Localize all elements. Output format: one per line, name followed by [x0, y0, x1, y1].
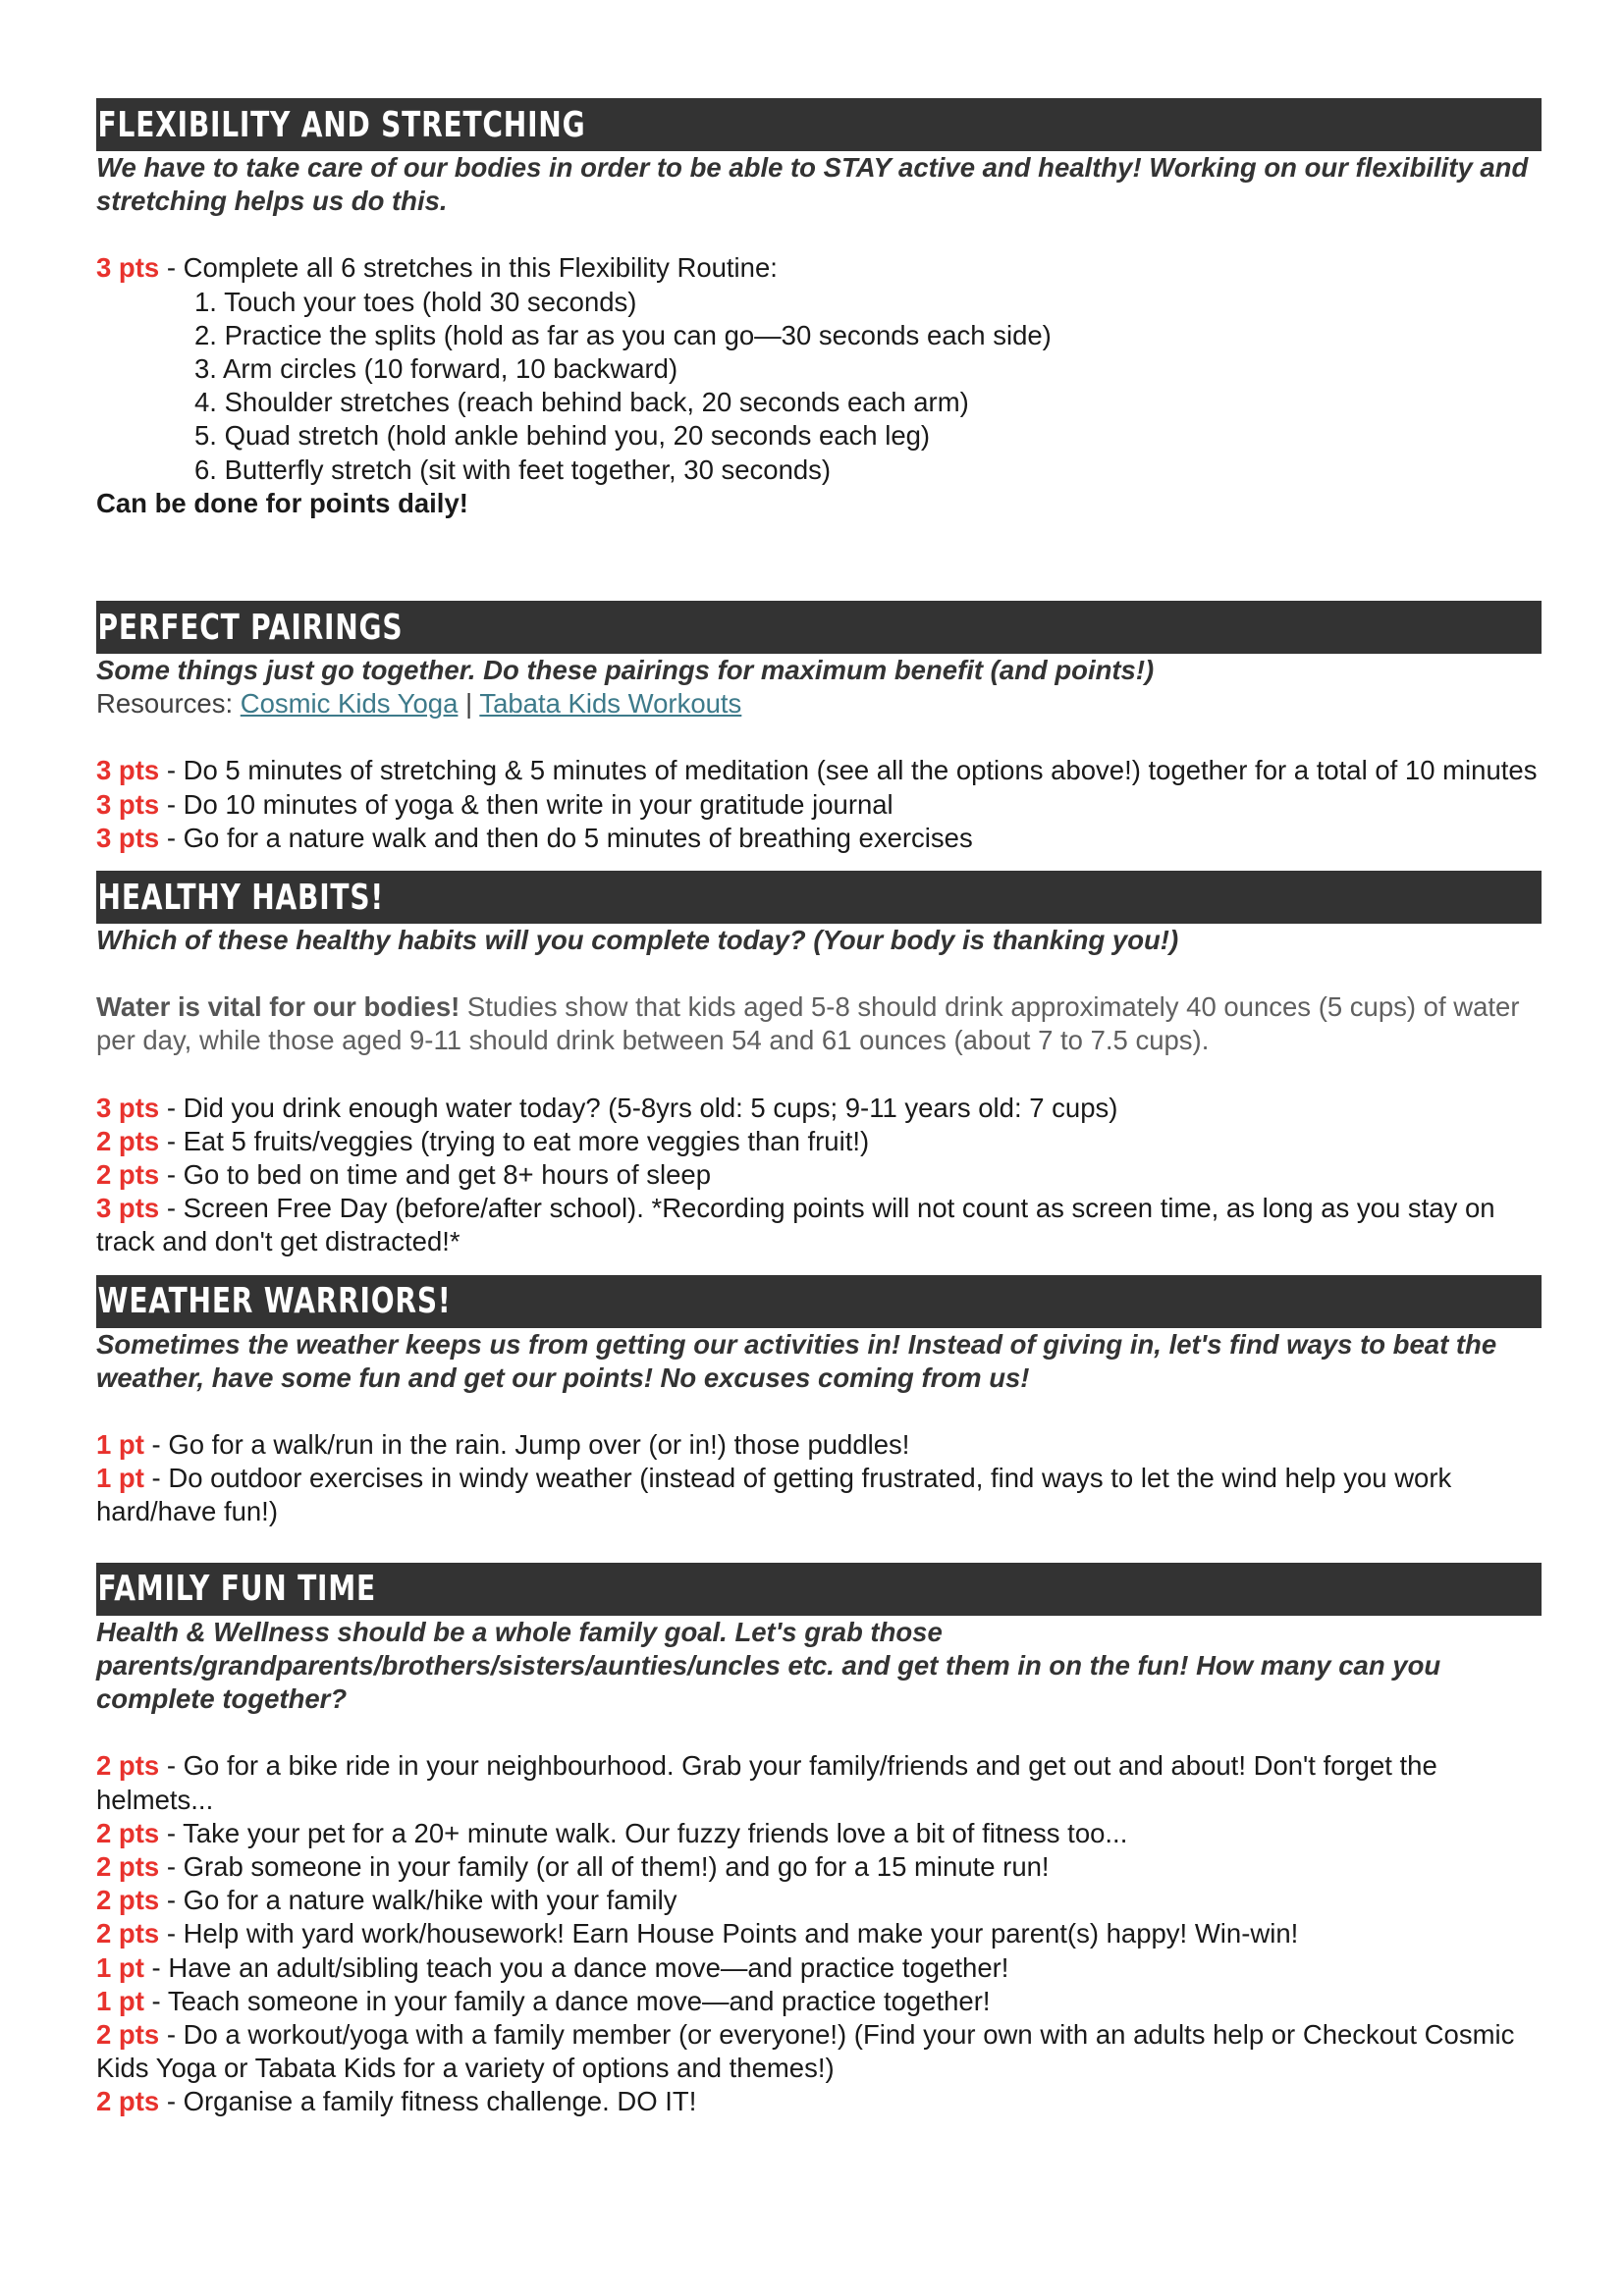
- points-label: 3 pts: [96, 1193, 160, 1224]
- item-text: - Do outdoor exercises in windy weather (instead of getting frustrated, find ways to let the wind help you work hard/have fun!): [96, 1463, 1452, 1527]
- list-item: [96, 1749, 1542, 1816]
- list-item: [96, 2085, 1542, 2118]
- stretch-item: 2. Practice the splits (hold as far as you can go—30 seconds each side): [194, 319, 1052, 350]
- points-label: 3 pts: [96, 1092, 160, 1123]
- water-text: Studies show that kids aged 5-8 should drink approximately 40 ounces (5 cups) of water per day, while those aged 9-11 should drink between 54 and 61 ounces (about 7 to 7.5 cups).: [96, 991, 1520, 1056]
- section-banner: [96, 1563, 1542, 1616]
- points-label: 3 pts: [96, 252, 160, 284]
- list-item: [96, 1850, 1542, 1884]
- list-item: [96, 1125, 1542, 1158]
- points-label: 2 pts: [96, 1850, 160, 1882]
- list-item: [96, 1428, 1542, 1462]
- points-label: 1 pt: [96, 1429, 144, 1461]
- section-intro: Which of these healthy habits will you complete today? (Your body is thanking you!): [96, 925, 1179, 956]
- item-text: - Go for a nature walk and then do 5 minutes of breathing exercises: [159, 822, 973, 853]
- points-label: 3 pts: [96, 822, 160, 853]
- points-label: 2 pts: [96, 1918, 160, 1949]
- item-text: - Go for a nature walk/hike with your family: [159, 1885, 677, 1916]
- points-label: 2 pts: [96, 1159, 160, 1191]
- section-intro: We have to take care of our bodies in order to be able to STAY active and healthy! Working on our flexibility and stretching helps us do this.: [96, 152, 1529, 217]
- section-banner: [96, 871, 1542, 924]
- water-heading: Water is vital for our bodies!: [96, 991, 460, 1023]
- section-intro: Some things just go together. Do these pairings for maximum benefit (and points!): [96, 655, 1155, 686]
- task-line: [96, 251, 1542, 285]
- item-text: - Organise a family fitness challenge. DO IT!: [159, 2086, 697, 2117]
- section-title: PERFECT PAIRINGS: [97, 607, 404, 648]
- points-label: 3 pts: [96, 788, 160, 820]
- item-text: - Go for a bike ride in your neighbourhood. Grab your family/friends and get out and about! Don't forget the helmets...: [96, 1750, 1437, 1815]
- item-text: - Do 10 minutes of yoga & then write in your gratitude journal: [159, 788, 893, 820]
- list-item: [96, 1092, 1542, 1125]
- section-intro: Health & Wellness should be a whole family goal. Let's grab those parents/grandparents/brothers/sisters/aunties/uncles etc. and get them in on the fun! How many can you complete together?: [96, 1616, 1441, 1715]
- pairings-section: [96, 601, 1542, 855]
- list-item: [96, 1985, 1542, 2018]
- points-label: 1 pt: [96, 1951, 144, 1983]
- list-item: [96, 1884, 1542, 1917]
- list-item: [96, 2018, 1542, 2085]
- points-label: 2 pts: [96, 2086, 160, 2117]
- item-text: - Take your pet for a 20+ minute walk. Our fuzzy friends love a bit of fitness too...: [159, 1817, 1128, 1848]
- stretch-item: 6. Butterfly stretch (sit with feet together, 30 seconds): [194, 454, 832, 485]
- item-text: - Do a workout/yoga with a family member (or everyone!) (Find your own with an adults help or Checkout Cosmic Kids Yoga or Tabata Kids for a variety of options and themes!): [96, 2018, 1515, 2084]
- item-text: - Screen Free Day (before/after school). *Recording points will not count as screen time, as long as you stay on track and don't get distracted!*: [96, 1193, 1495, 1257]
- habits-section: [96, 871, 1542, 1259]
- section-title: HEALTHY HABITS!: [97, 877, 384, 918]
- stretch-item: 5. Quad stretch (hold ankle behind you, 20 seconds each leg): [194, 420, 931, 452]
- list-item: [96, 822, 1542, 855]
- section-banner: [96, 601, 1542, 654]
- item-text: - Grab someone in your family (or all of them!) and go for a 15 minute run!: [159, 1850, 1050, 1882]
- list-item: [96, 1817, 1542, 1850]
- points-label: 1 pt: [96, 1463, 144, 1494]
- item-text: - Help with yard work/housework! Earn House Points and make your parent(s) happy! Win-win!: [159, 1918, 1299, 1949]
- item-text: - Go for a walk/run in the rain. Jump over (or in!) those puddles!: [143, 1429, 910, 1461]
- family-section: [96, 1563, 1542, 2119]
- list-item: [96, 1462, 1542, 1528]
- item-text: - Teach someone in your family a dance move—and practice together!: [143, 1985, 991, 2016]
- points-label: 2 pts: [96, 1817, 160, 1848]
- daily-note: Can be done for points daily!: [96, 487, 468, 518]
- link-separator: |: [458, 688, 480, 720]
- section-title: WEATHER WARRIORS!: [97, 1281, 452, 1322]
- cosmic-kids-yoga-link[interactable]: Cosmic Kids Yoga: [240, 688, 459, 720]
- points-label: 2 pts: [96, 1125, 160, 1156]
- resources-line: [96, 687, 1542, 721]
- list-item: [96, 754, 1542, 787]
- item-text: - Do 5 minutes of stretching & 5 minutes of meditation (see all the options above!) together for a total of 10 minutes: [159, 755, 1538, 786]
- list-item: [96, 1951, 1542, 1985]
- section-title: FLEXIBILITY AND STRETCHING: [97, 104, 586, 145]
- list-item: [96, 1158, 1542, 1192]
- stretch-item: 4. Shoulder stretches (reach behind back, 20 seconds each arm): [194, 387, 969, 418]
- points-label: 1 pt: [96, 1985, 144, 2016]
- points-label: 2 pts: [96, 2018, 160, 2050]
- stretch-item: 1. Touch your toes (hold 30 seconds): [194, 286, 637, 317]
- section-title: FAMILY FUN TIME: [97, 1569, 376, 1610]
- stretch-item: 3. Arm circles (10 forward, 10 backward): [194, 353, 678, 385]
- water-info: [96, 990, 1542, 1057]
- tabata-kids-workouts-link[interactable]: Tabata Kids Workouts: [479, 688, 742, 720]
- section-intro: Sometimes the weather keeps us from getting our activities in! Instead of giving in, let's find ways to beat the weather, have some fun and get our points! No excuses coming from us!: [96, 1328, 1497, 1393]
- item-text: - Have an adult/sibling teach you a dance move—and practice together!: [143, 1951, 1009, 1983]
- task-text: - Complete all 6 stretches in this Flexibility Routine:: [159, 252, 778, 284]
- item-text: - Go to bed on time and get 8+ hours of sleep: [159, 1159, 712, 1191]
- item-text: - Did you drink enough water today? (5-8yrs old: 5 cups; 9-11 years old: 7 cups): [159, 1092, 1118, 1123]
- item-text: - Eat 5 fruits/veggies (trying to eat more veggies than fruit!): [159, 1125, 870, 1156]
- flexibility-section: [96, 98, 1542, 520]
- page: [96, 98, 1542, 2119]
- resources-label: Resources:: [96, 688, 241, 720]
- points-label: 2 pts: [96, 1885, 160, 1916]
- list-item: [96, 1192, 1542, 1258]
- list-item: [96, 1917, 1542, 1950]
- section-banner: [96, 98, 1542, 151]
- list-item: [96, 788, 1542, 822]
- section-banner: [96, 1275, 1542, 1328]
- weather-section: [96, 1275, 1542, 1529]
- points-label: 3 pts: [96, 755, 160, 786]
- points-label: 2 pts: [96, 1750, 160, 1782]
